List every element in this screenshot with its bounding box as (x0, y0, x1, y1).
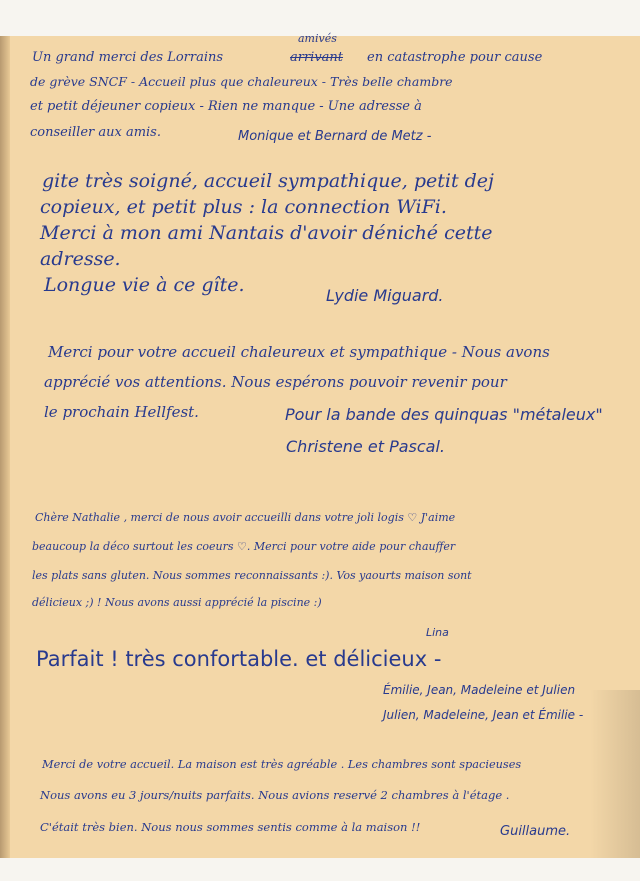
entry-line: Merci pour votre accueil chaleureux et sympathique - Nous avons (48, 343, 550, 361)
entry-line: adresse. (40, 248, 121, 270)
entry-line: Parfait ! très confortable. et délicieux - (36, 647, 442, 671)
entry-line: en catastrophe pour cause (367, 50, 543, 65)
entry-line: Merci à mon ami Nantais d'avoir déniché cette (40, 222, 493, 244)
entry-line: beaucoup la déco surtout les coeurs ♡. Merci pour votre aide pour chauffer (32, 540, 456, 553)
entry-line: Longue vie à ce gîte. (44, 274, 245, 296)
page-top-margin (0, 0, 640, 36)
entry-line: délicieux ;) ! Nous avons aussi apprécié la piscine :) (32, 596, 322, 609)
entry-signature: Émilie, Jean, Madeleine et Julien (383, 683, 576, 697)
binding-edge (0, 36, 10, 858)
entry-line: de grève SNCF - Accueil plus que chaleureux - Très belle chambre (30, 74, 453, 89)
entry-signature: Lina (426, 626, 449, 639)
entry-line: apprécié vos attentions. Nous espérons pouvoir revenir pour (44, 373, 507, 391)
entry-line: copieux, et petit plus : la connection WiFi. (40, 196, 447, 218)
paper-stain (590, 690, 640, 858)
entry-line: Merci de votre accueil. La maison est très agréable . Les chambres sont spacieuses (42, 758, 522, 771)
entry-line: Chère Nathalie , merci de nous avoir accueilli dans votre joli logis ♡ J'aime (35, 511, 456, 524)
entry-line: conseiller aux amis. (30, 125, 161, 140)
entry-line: Un grand merci des Lorrains (32, 50, 224, 65)
entry-signature: Pour la bande des quinquas "métaleux" (285, 405, 603, 424)
entry-line: et petit déjeuner copieux - Rien ne manque - Une adresse à (30, 99, 422, 114)
entry-line: les plats sans gluten. Nous sommes reconnaissants :). Vos yaourts maison sont (32, 569, 472, 582)
entry-signature: Monique et Bernard de Metz - (238, 129, 432, 144)
entry-line: Nous avons eu 3 jours/nuits parfaits. Nous avions reservé 2 chambres à l'étage . (40, 788, 510, 802)
entry-struck-word: arrivant (290, 50, 344, 65)
entry-signature: Lydie Miguard. (326, 286, 444, 305)
entry-correction: amivés (298, 32, 337, 45)
entry-signature: Julien, Madeleine, Jean et Émilie - (383, 708, 584, 722)
entry-signature: Christene et Pascal. (286, 437, 445, 456)
entry-line: gite très soigné, accueil sympathique, petit dej (42, 170, 494, 192)
entry-line: le prochain Hellfest. (44, 403, 199, 421)
entry-signature: Guillaume. (500, 824, 571, 839)
entry-line: C'était très bien. Nous nous sommes sentis comme à la maison !! (40, 820, 421, 834)
page-bottom-margin (0, 858, 640, 881)
